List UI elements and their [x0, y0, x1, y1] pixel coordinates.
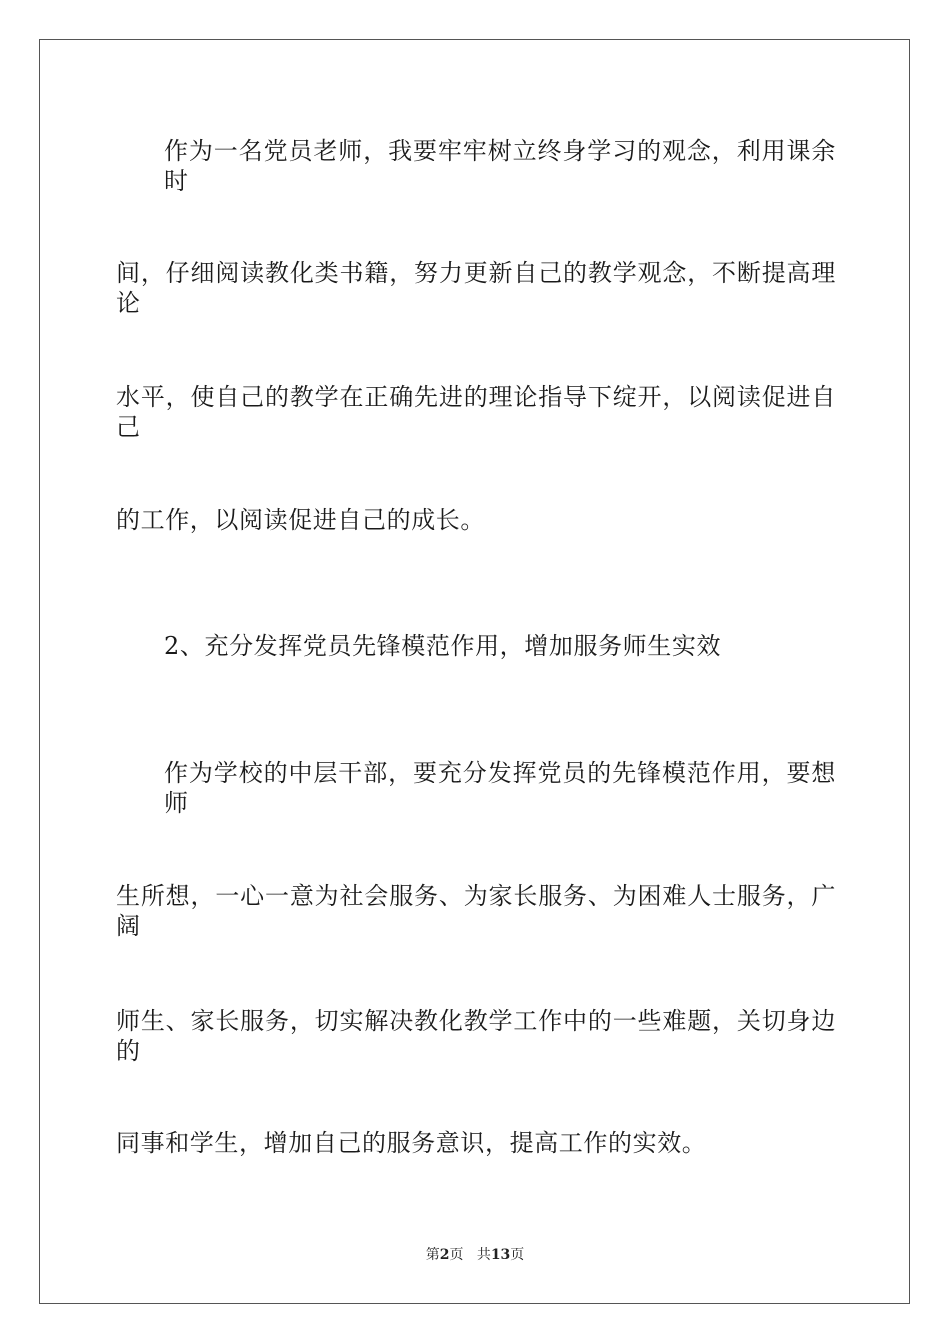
- paragraph-2-line-2: 生所想，一心一意为社会服务、为家长服务、为困难人士服务，广阔: [116, 882, 836, 940]
- paragraph-2-line-4: 同事和学生，增加自己的服务意识，提高工作的实效。: [116, 1129, 707, 1157]
- page-number: 2: [439, 1247, 450, 1263]
- paragraph-2-line-3: 师生、家长服务，切实解决教化教学工作中的一些难题，关切身边的: [116, 1007, 836, 1065]
- page-border: [39, 39, 910, 1304]
- total-suffix: 页: [510, 1247, 525, 1263]
- paragraph-1-line-3: 水平，使自己的教学在正确先进的理论指导下绽开，以阅读促进自己: [116, 383, 836, 441]
- paragraph-1-line-1: 作为一名党员老师，我要牢牢树立终身学习的观念，利用课余时: [164, 137, 836, 195]
- total-prefix: 共: [476, 1247, 491, 1263]
- page-prefix: 第: [425, 1247, 440, 1263]
- paragraph-1-line-4: 的工作，以阅读促进自己的成长。: [116, 506, 485, 534]
- page-suffix: 页: [449, 1247, 464, 1263]
- paragraph-1-line-2: 间，仔细阅读教化类书籍，努力更新自己的教学观念，不断提高理论: [116, 259, 836, 317]
- paragraph-2-line-1: 作为学校的中层干部，要充分发挥党员的先锋模范作用，要想师: [164, 759, 836, 817]
- section-heading: 2、充分发挥党员先锋模范作用，增加服务师生实效: [164, 632, 722, 660]
- total-pages: 13: [490, 1247, 511, 1263]
- page-footer: [0, 1246, 950, 1264]
